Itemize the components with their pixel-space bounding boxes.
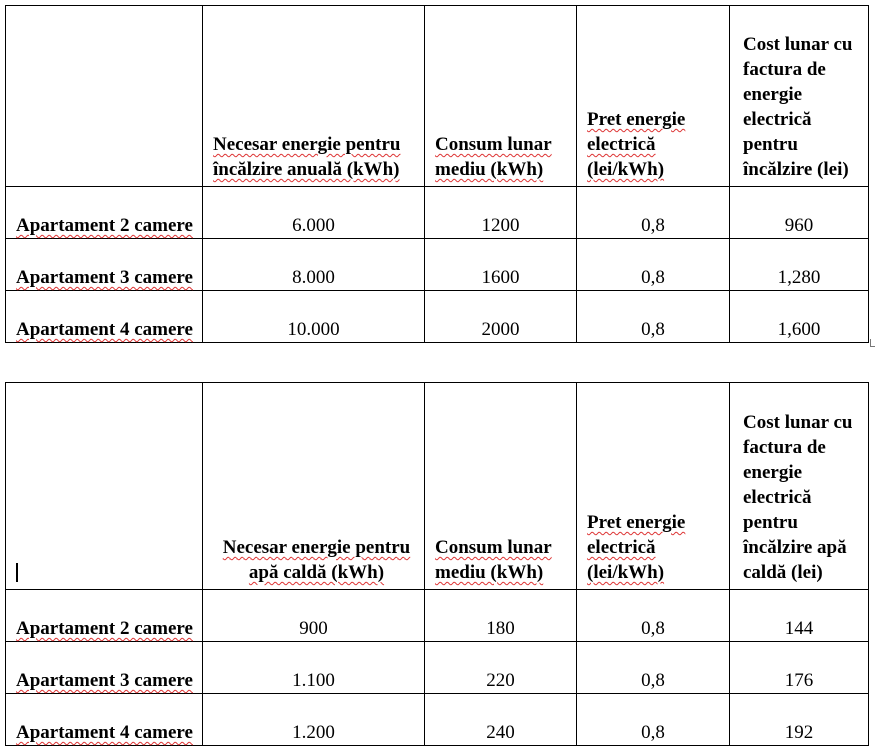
row-label: Apartament 2 camere — [16, 618, 193, 639]
hot-water-cost-table — [5, 382, 869, 746]
row-label-cell[interactable] — [6, 694, 203, 746]
header-label: Pret energie electrică (lei/kWh) — [587, 109, 686, 180]
value-cell[interactable]: 176 — [730, 642, 869, 694]
row-label: Apartament 4 camere — [16, 722, 193, 743]
header-label: Necesar energie pentru încălzire anuală (kWh) — [213, 134, 401, 180]
value-cell[interactable]: 6.000 — [203, 187, 425, 239]
header-cell[interactable] — [425, 6, 577, 187]
row-label-cell[interactable] — [6, 291, 203, 343]
header-label: Cost lunar cu factura de energie electrică pentru încălzire apă caldă (lei) — [743, 412, 853, 583]
row-label: Apartament 3 camere — [16, 267, 193, 288]
value-cell[interactable]: 144 — [730, 590, 869, 642]
value-cell[interactable]: 2000 — [425, 291, 577, 343]
value-cell[interactable]: 0,8 — [577, 642, 730, 694]
value-cell[interactable]: 1.100 — [203, 642, 425, 694]
header-label: Consum lunar mediu (kWh) — [435, 537, 552, 583]
row-label: Apartament 2 camere — [16, 215, 193, 236]
value-cell[interactable]: 192 — [730, 694, 869, 746]
value-cell[interactable]: 10.000 — [203, 291, 425, 343]
header-cell[interactable] — [203, 383, 425, 590]
value-cell[interactable]: 960 — [730, 187, 869, 239]
header-cell[interactable] — [425, 383, 577, 590]
table-row — [6, 694, 869, 746]
header-cell-empty[interactable] — [6, 6, 203, 187]
header-cell[interactable] — [577, 383, 730, 590]
value-cell[interactable]: 220 — [425, 642, 577, 694]
row-label-cell[interactable] — [6, 239, 203, 291]
value-cell[interactable]: 1200 — [425, 187, 577, 239]
value-cell[interactable]: 0,8 — [577, 291, 730, 343]
row-label: Apartament 4 camere — [16, 319, 193, 340]
value-cell[interactable]: 1.200 — [203, 694, 425, 746]
value-cell[interactable]: 0,8 — [577, 694, 730, 746]
row-label-cell[interactable] — [6, 187, 203, 239]
heating-cost-table — [5, 5, 869, 343]
table-row — [6, 239, 869, 291]
table-row — [6, 187, 869, 239]
table-row — [6, 590, 869, 642]
header-label: Consum lunar mediu (kWh) — [435, 134, 552, 180]
header-label: Cost lunar cu factura de energie electrică pentru încălzire (lei) — [743, 34, 853, 180]
value-cell[interactable]: 0,8 — [577, 590, 730, 642]
header-cell[interactable] — [577, 6, 730, 187]
header-cell-empty[interactable] — [6, 383, 203, 590]
header-cell[interactable] — [203, 6, 425, 187]
value-cell[interactable]: 1,600 — [730, 291, 869, 343]
row-label-cell[interactable] — [6, 590, 203, 642]
end-of-row-marker — [870, 339, 875, 347]
header-cell[interactable] — [730, 6, 869, 187]
value-cell[interactable]: 0,8 — [577, 239, 730, 291]
header-label: Pret energie electrică (lei/kWh) — [587, 512, 686, 583]
table-row — [6, 291, 869, 343]
value-cell[interactable]: 0,8 — [577, 187, 730, 239]
text-cursor — [16, 563, 18, 582]
row-label: Apartament 3 camere — [16, 670, 193, 691]
value-cell[interactable]: 1,280 — [730, 239, 869, 291]
header-cell[interactable] — [730, 383, 869, 590]
header-row — [6, 6, 869, 187]
header-label: Necesar energie pentru apă caldă (kWh) — [222, 537, 411, 583]
header-row — [6, 383, 869, 590]
value-cell[interactable]: 900 — [203, 590, 425, 642]
value-cell[interactable]: 8.000 — [203, 239, 425, 291]
table-row — [6, 642, 869, 694]
value-cell[interactable]: 180 — [425, 590, 577, 642]
value-cell[interactable]: 1600 — [425, 239, 577, 291]
value-cell[interactable]: 240 — [425, 694, 577, 746]
row-label-cell[interactable] — [6, 642, 203, 694]
